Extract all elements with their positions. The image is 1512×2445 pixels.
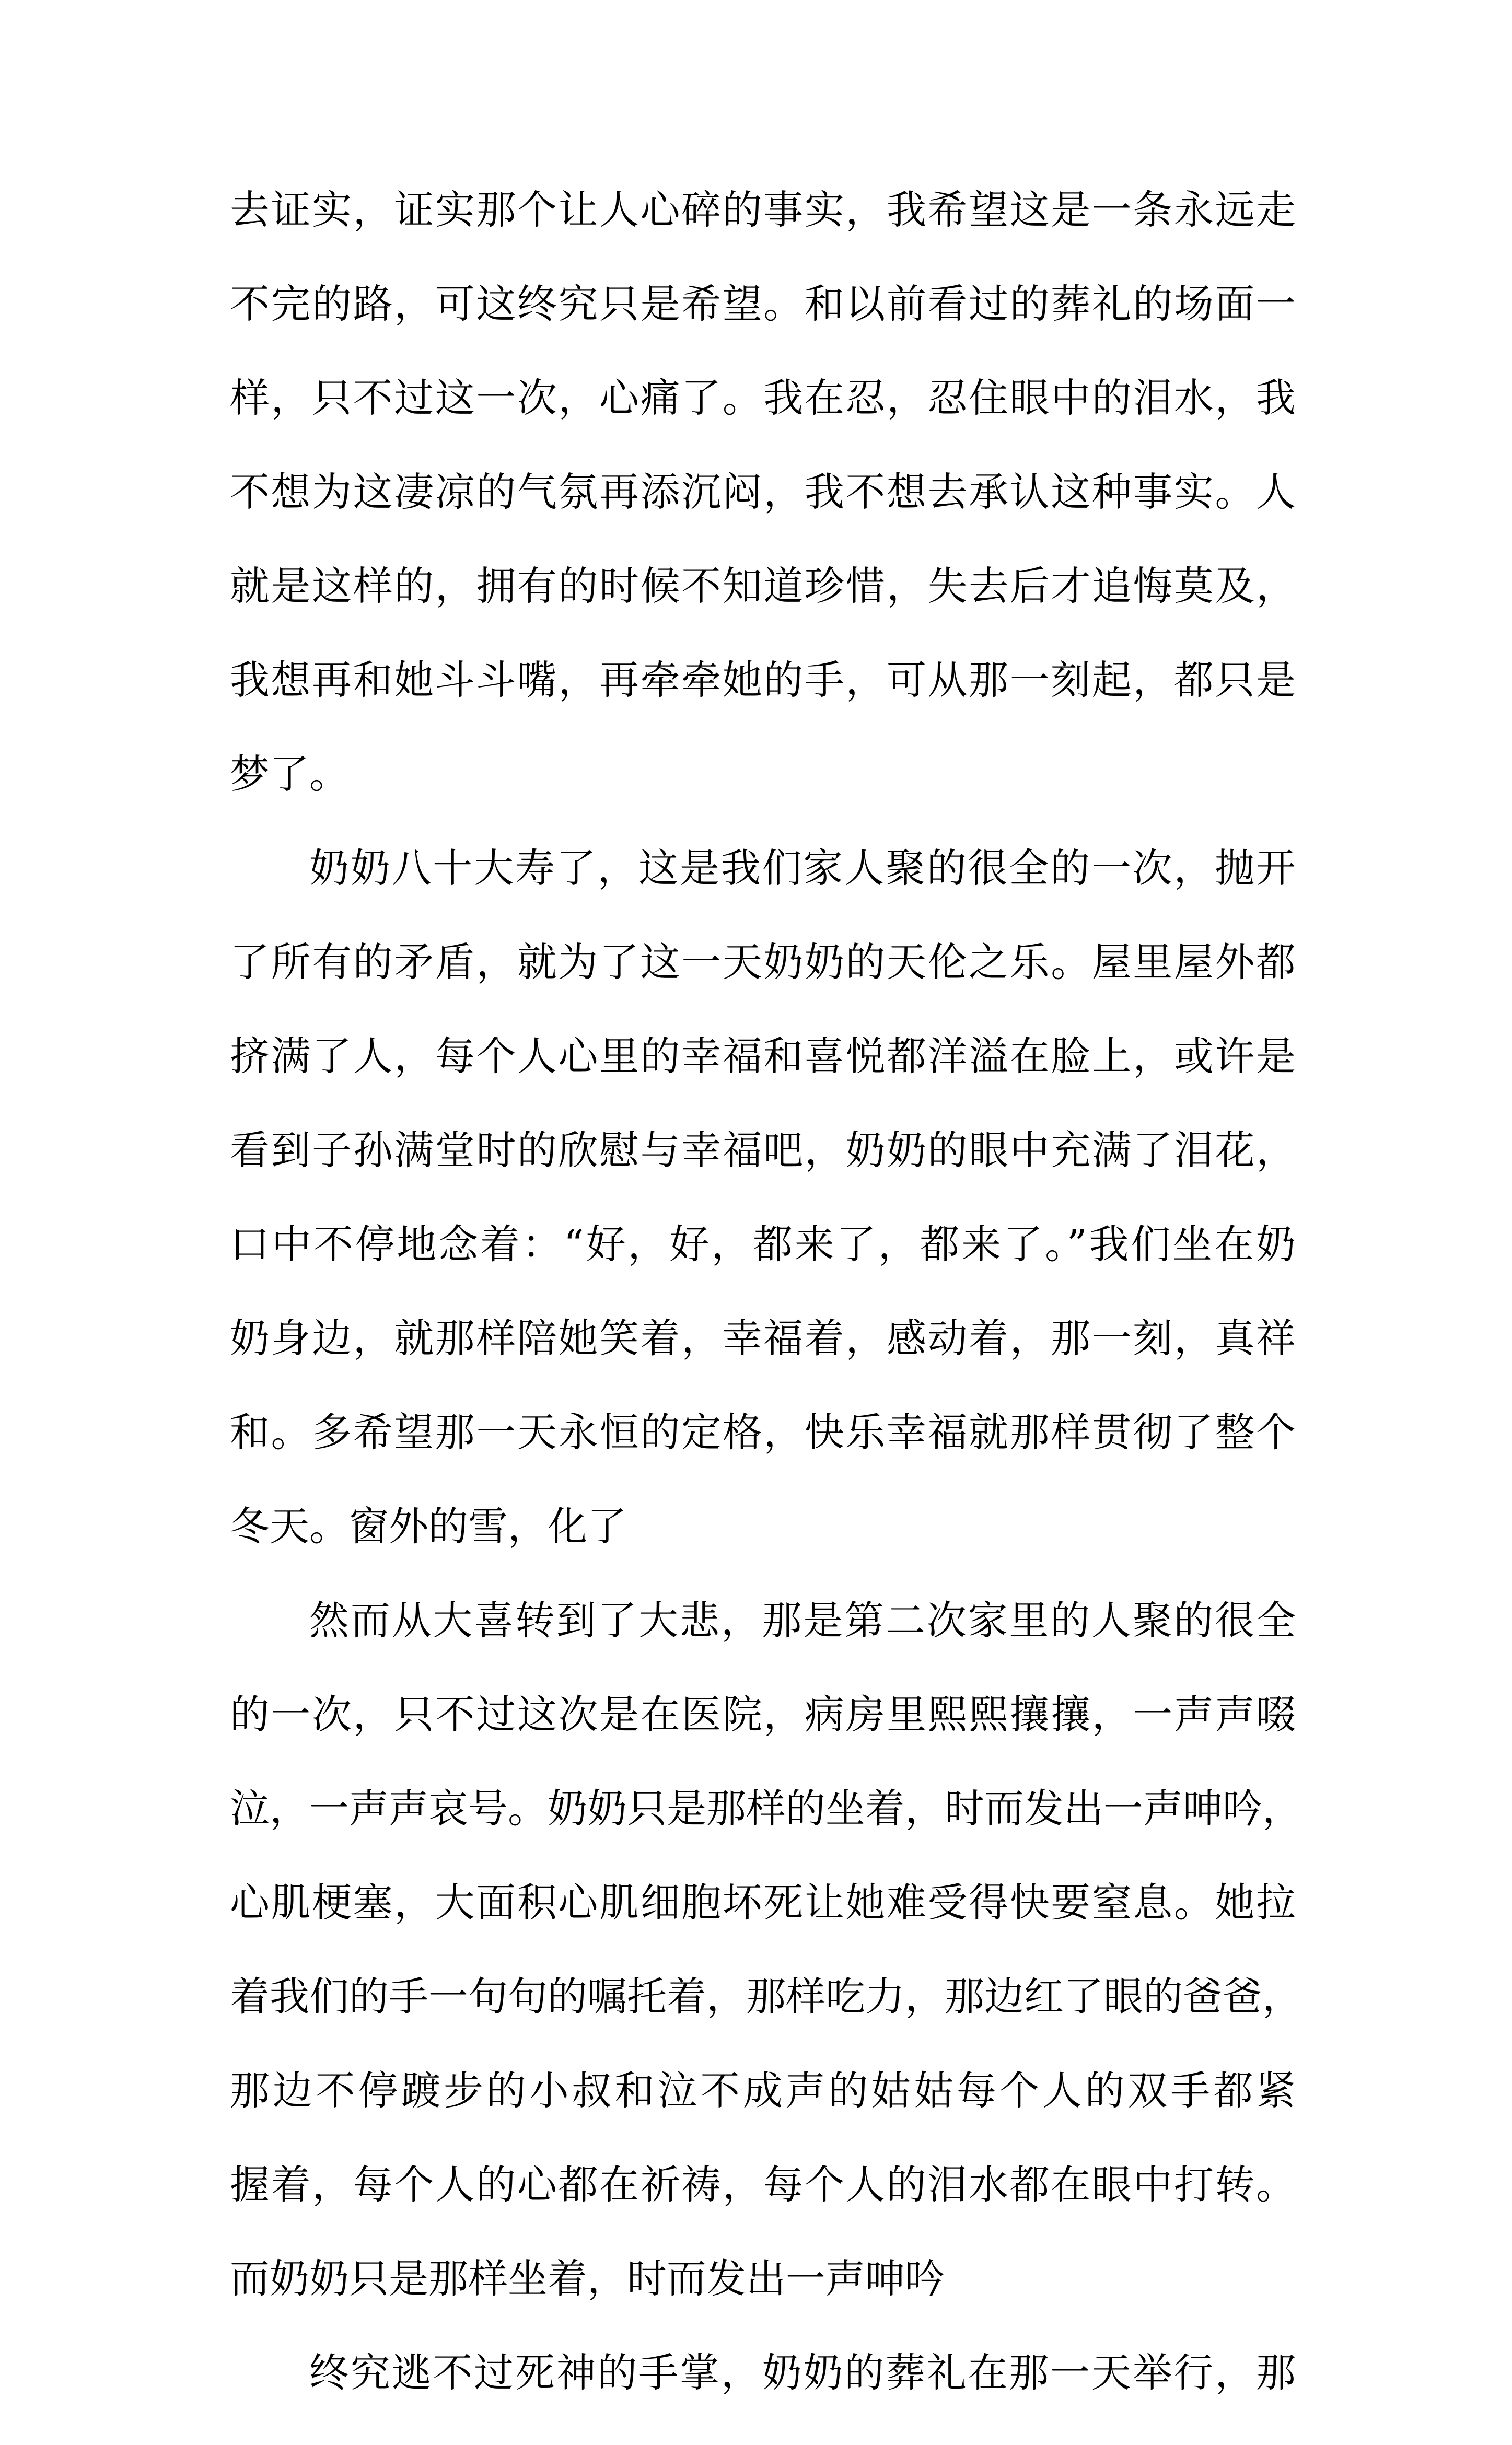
- text-line: 不想为这凄凉的气氛再添沉闷，我不想去承认这种事实。人: [230, 469, 1296, 515]
- text-line: 去证实，证实那个让人心碎的事实，我希望这是一条永远走: [230, 187, 1296, 233]
- text-line: 我想再和她斗斗嘴，再牵牵她的手，可从那一刻起，都只是: [230, 657, 1296, 703]
- text-line: 而奶奶只是那样坐着，时而发出一声呻吟: [230, 2255, 945, 2302]
- text-line: 握着，每个人的心都在祈祷，每个人的泪水都在眼中打转。: [230, 2161, 1296, 2208]
- text-line: 奶身边，就那样陪她笑着，幸福着，感动着，那一刻，真祥: [230, 1315, 1296, 1361]
- text-line: 奶奶八十大寿了，这是我们家人聚的很全的一次，抛开: [309, 845, 1296, 891]
- text-line: 那边不停踱步的小叔和泣不成声的姑姑每个人的双手都紧: [230, 2067, 1296, 2114]
- text-line: 就是这样的，拥有的时候不知道珍惜，失去后才追悔莫及，: [230, 563, 1296, 609]
- text-line: 看到子孙满堂时的欣慰与幸福吧，奶奶的眼中充满了泪花，: [230, 1127, 1296, 1173]
- text-line: 泣，一声声哀号。奶奶只是那样的坐着，时而发出一声呻吟，: [230, 1785, 1302, 1832]
- text-line: 了所有的矛盾，就为了这一天奶奶的天伦之乐。屋里屋外都: [230, 939, 1296, 985]
- text-line: 和。多希望那一天永恒的定格，快乐幸福就那样贯彻了整个: [230, 1409, 1296, 1456]
- text-line: 终究逃不过死神的手掌，奶奶的葬礼在那一天举行，那: [309, 2349, 1296, 2396]
- text-line: 样，只不过这一次，心痛了。我在忍，忍住眼中的泪水，我: [230, 375, 1296, 421]
- text-line: 不完的路，可这终究只是希望。和以前看过的葬礼的场面一: [230, 281, 1296, 327]
- text-line: 的一次，只不过这次是在医院，病房里熙熙攘攘，一声声啜: [230, 1691, 1296, 1738]
- text-line: 口中不停地念着：“好，好，都来了，都来了。”我们坐在奶: [230, 1221, 1296, 1267]
- text-line: 挤满了人，每个人心里的幸福和喜悦都洋溢在脸上，或许是: [230, 1033, 1296, 1079]
- text-line: 着我们的手一句句的嘱托着，那样吃力，那边红了眼的爸爸，: [230, 1973, 1302, 2020]
- text-line: 心肌梗塞，大面积心肌细胞坏死让她难受得快要窒息。她拉: [230, 1879, 1296, 1926]
- text-line: 冬天。窗外的雪，化了: [230, 1503, 627, 1550]
- text-line: 梦了。: [230, 751, 349, 797]
- body-text: [230, 187, 1302, 2445]
- text-line: 然而从大喜转到了大悲，那是第二次家里的人聚的很全: [309, 1597, 1296, 1644]
